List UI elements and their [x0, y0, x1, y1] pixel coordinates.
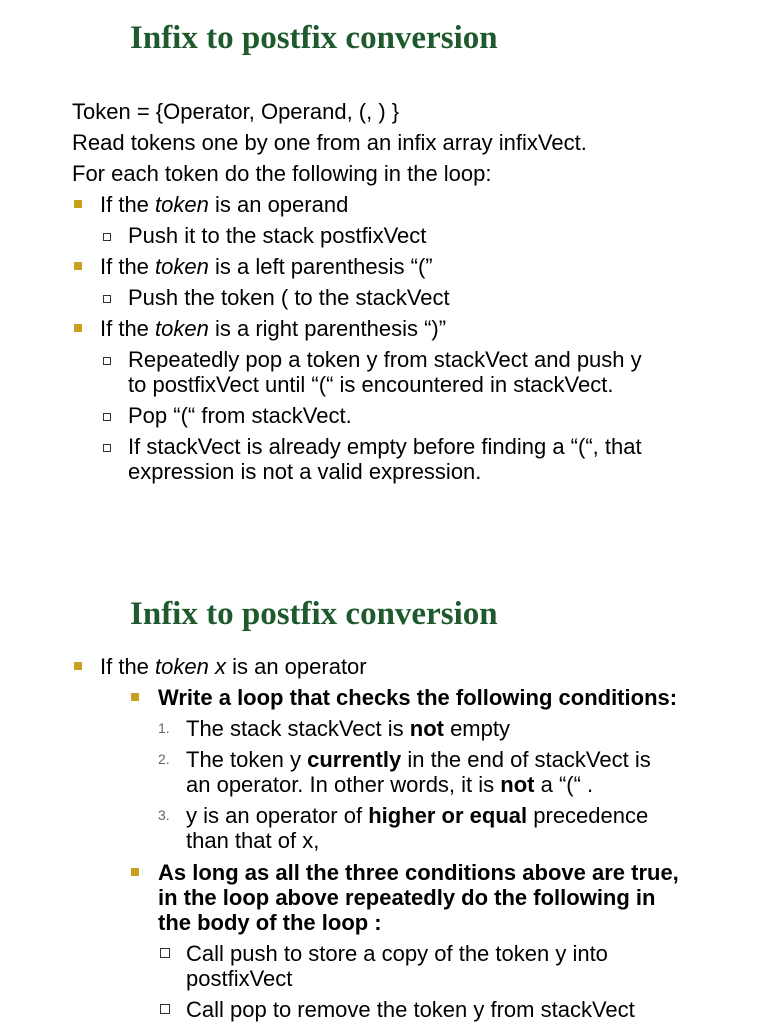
- bullet-operator: If the token x is an operator: [100, 654, 367, 679]
- slide1-title: Infix to postfix conversion: [130, 20, 498, 56]
- intro-line-1: Token = {Operator, Operand, (, ) }: [72, 99, 400, 124]
- sub-push-left-paren: Push the token ( to the stackVect: [128, 285, 450, 310]
- square-bullet-icon: [131, 868, 139, 876]
- square-bullet-icon: [74, 662, 82, 670]
- bullet-operand: If the token is an operand: [100, 192, 349, 217]
- number-1: 1.: [158, 720, 170, 736]
- number-2: 2.: [158, 751, 170, 767]
- condition-1: The stack stackVect is not empty: [186, 716, 510, 741]
- intro-line-2: Read tokens one by one from an infix array infixVect.: [72, 130, 587, 155]
- sub-push-operand: Push it to the stack postfixVect: [128, 223, 427, 248]
- slide2-title: Infix to postfix conversion: [130, 596, 498, 632]
- square-bullet-icon: [74, 262, 82, 270]
- loop-heading: Write a loop that checks the following conditions:: [158, 685, 678, 710]
- sub-empty-check-line-2: expression is not a valid expression.: [128, 459, 482, 484]
- condition-2-line-1: The token y currently in the end of stackVect is: [186, 747, 651, 772]
- hollow-bullet-icon: [103, 233, 111, 241]
- as-long-line-1: As long as all the three conditions above are true,: [158, 860, 679, 885]
- sub-repeat-pop-line-1: Repeatedly pop a token y from stackVect and push y: [128, 347, 642, 372]
- sub-pop-paren: Pop “(“ from stackVect.: [128, 403, 352, 428]
- hollow-bullet-icon: [160, 1004, 170, 1014]
- square-bullet-icon: [74, 200, 82, 208]
- condition-3-line-2: than that of x,: [186, 828, 320, 853]
- hollow-bullet-icon: [160, 948, 170, 958]
- hollow-bullet-icon: [103, 357, 111, 365]
- number-3: 3.: [158, 807, 170, 823]
- sub-repeat-pop-line-2: to postfixVect until “(“ is encountered in stackVect.: [128, 372, 614, 397]
- as-long-line-3: the body of the loop :: [158, 910, 382, 935]
- intro-line-3: For each token do the following in the loop:: [72, 161, 492, 186]
- square-bullet-icon: [131, 693, 139, 701]
- hollow-bullet-icon: [103, 444, 111, 452]
- action-pop: Call pop to remove the token y from stackVect: [186, 997, 635, 1022]
- hollow-bullet-icon: [103, 295, 111, 303]
- hollow-bullet-icon: [103, 413, 111, 421]
- action-push-line-1: Call push to store a copy of the token y into: [186, 941, 608, 966]
- action-push-line-2: postfixVect: [186, 966, 293, 991]
- condition-2-line-2: an operator. In other words, it is not a “(“ .: [186, 772, 594, 797]
- as-long-line-2: in the loop above repeatedly do the following in: [158, 885, 656, 910]
- bullet-left-paren: If the token is a left parenthesis “(”: [100, 254, 433, 279]
- sub-empty-check-line-1: If stackVect is already empty before finding a “(“, that: [128, 434, 642, 459]
- condition-3-line-1: y is an operator of higher or equal precedence: [186, 803, 649, 828]
- bullet-right-paren: If the token is a right parenthesis “)”: [100, 316, 447, 341]
- square-bullet-icon: [74, 324, 82, 332]
